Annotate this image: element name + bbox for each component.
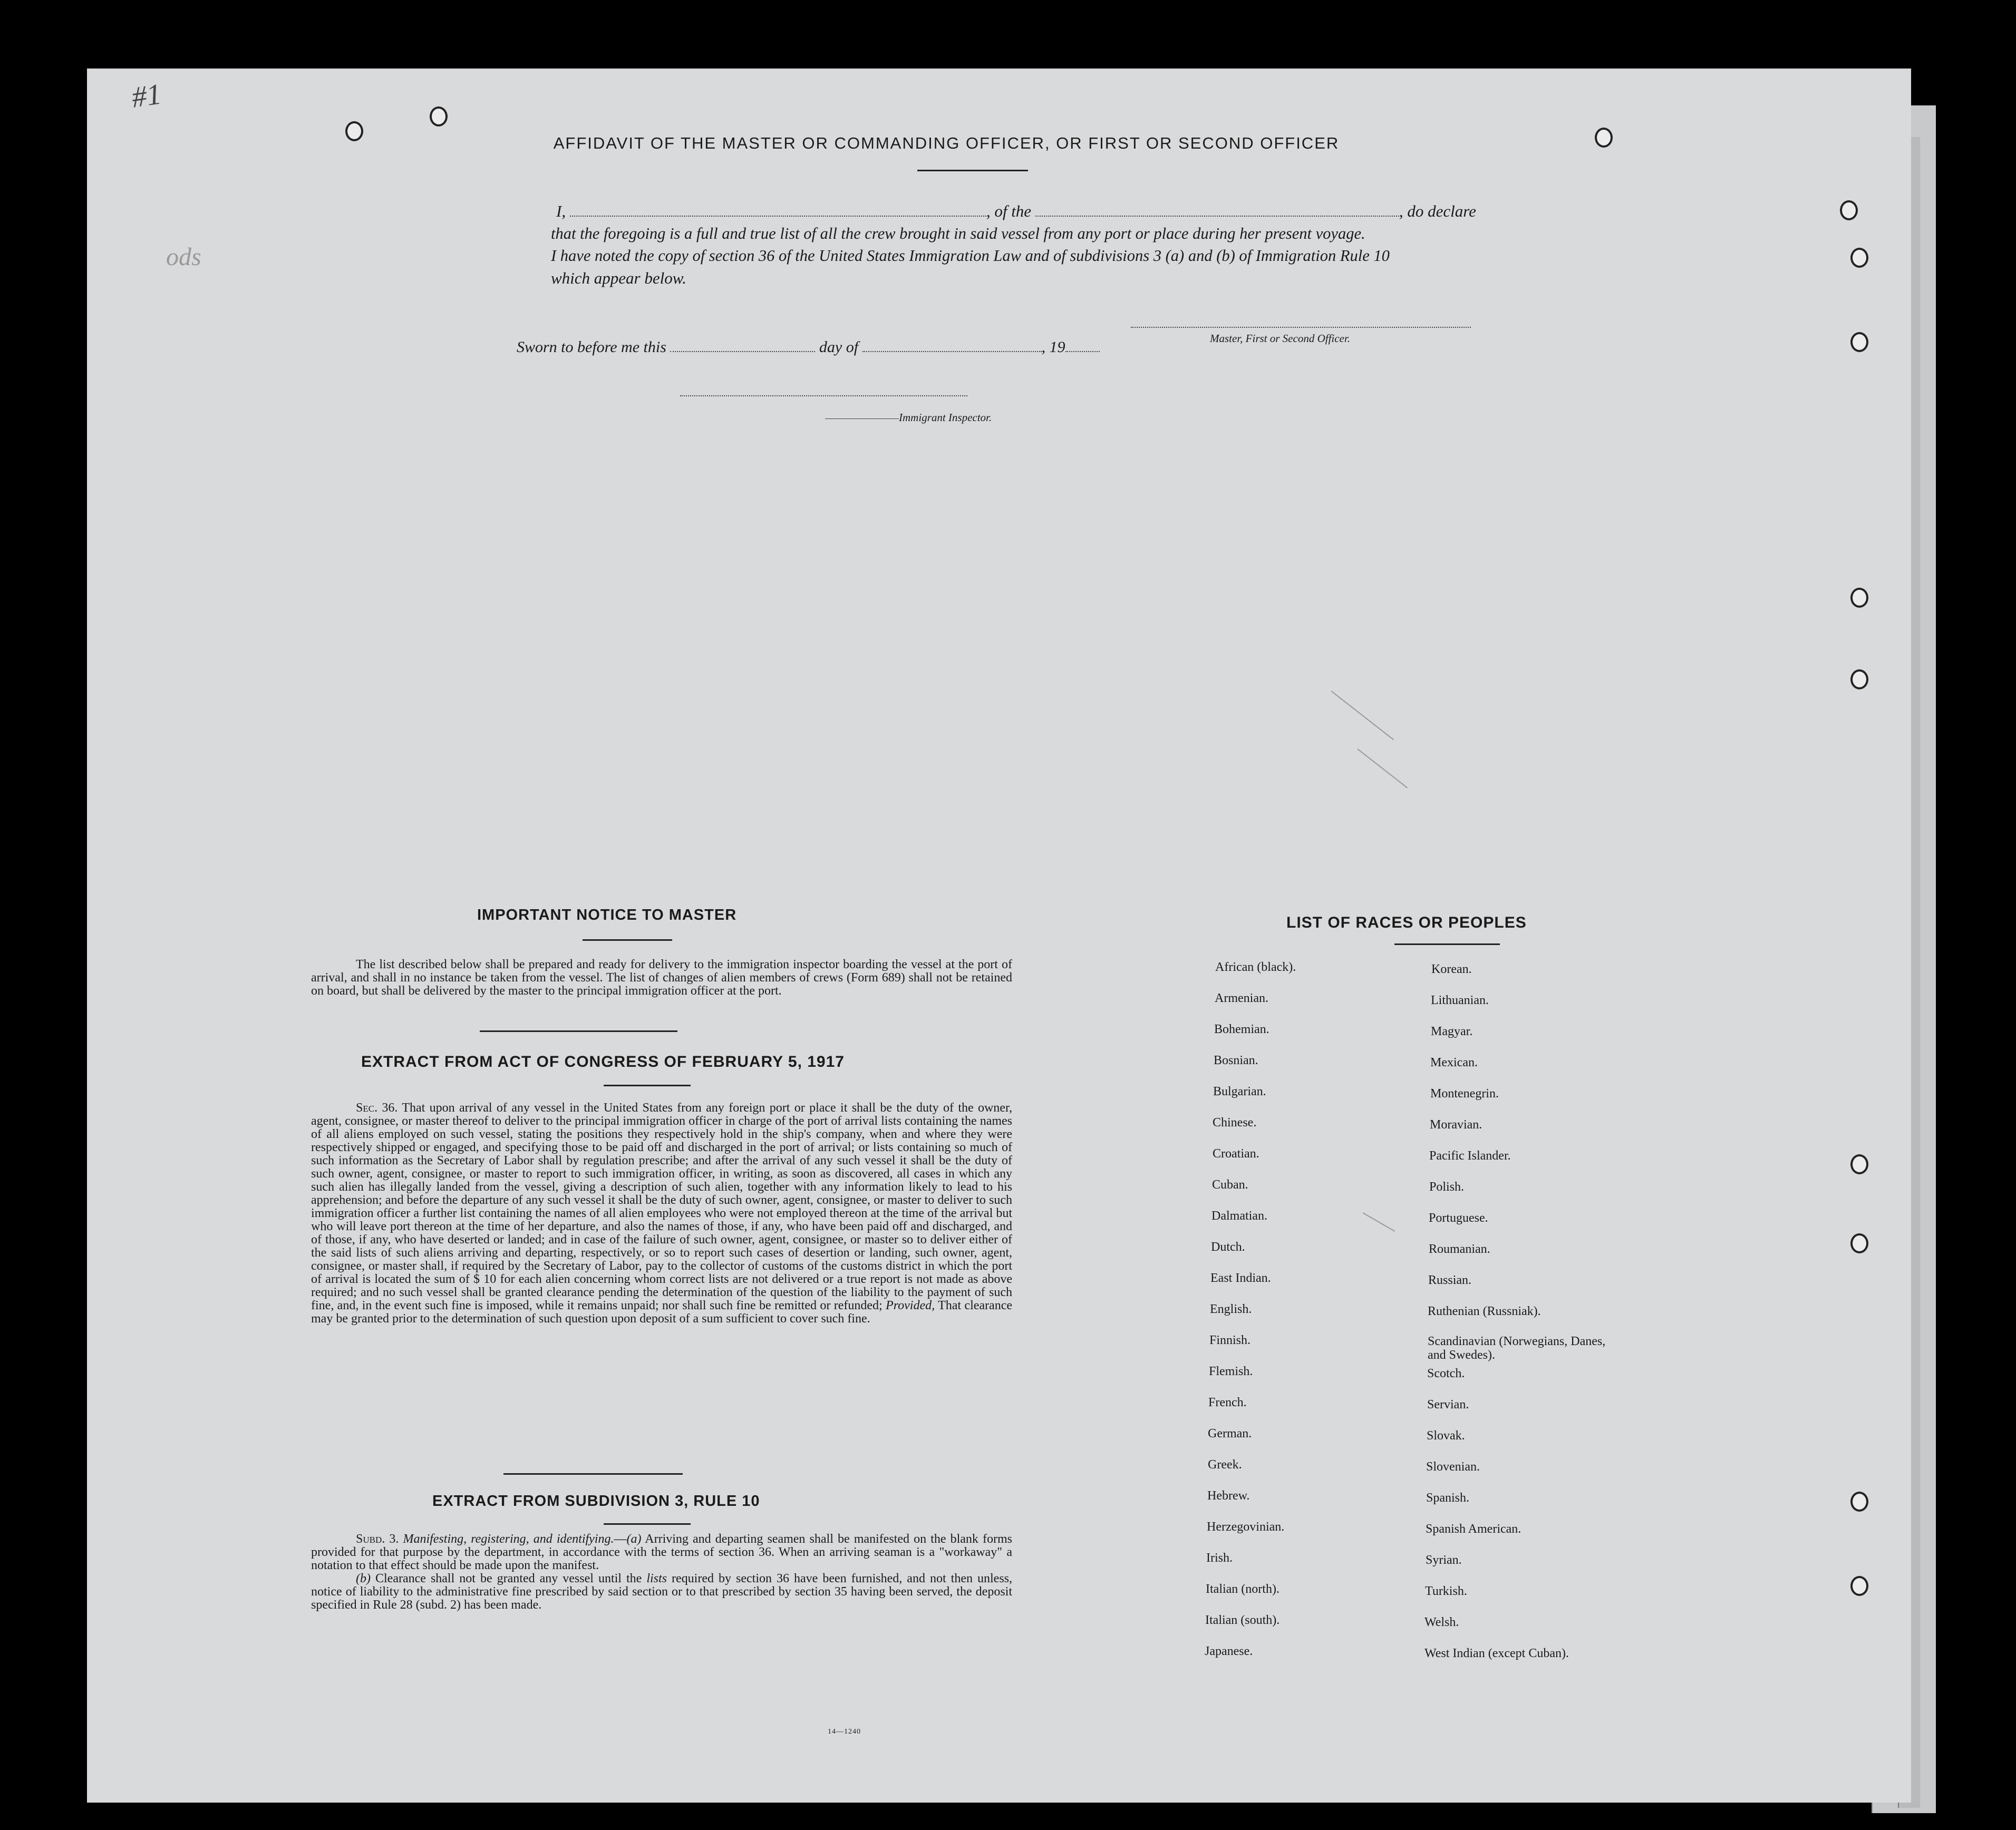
- race-item: German.: [1208, 1427, 1252, 1440]
- race-item: Scotch.: [1427, 1367, 1465, 1380]
- race-item: Herzegovinian.: [1207, 1520, 1285, 1534]
- binder-hole: [1850, 1233, 1868, 1253]
- vessel-name-field[interactable]: [1035, 216, 1399, 217]
- act-section-36-text: [311, 1102, 1012, 1326]
- notice-title-divider: [583, 939, 672, 941]
- race-item: French.: [1208, 1396, 1247, 1409]
- race-item: Greek.: [1208, 1458, 1242, 1472]
- races-title: LIST OF RACES OR PEOPLES: [1286, 914, 1527, 931]
- race-item: Magyar.: [1431, 1025, 1473, 1038]
- sworn-month-field[interactable]: [862, 351, 1042, 352]
- scan-streak: [1331, 690, 1393, 740]
- sworn-day-field[interactable]: [670, 351, 815, 352]
- race-item: Scandinavian (Norwegians, Danes, and Swedes).: [1428, 1335, 1606, 1362]
- race-item: Croatian.: [1213, 1147, 1259, 1161]
- binder-hole: [1595, 128, 1613, 148]
- title-divider: [917, 170, 1028, 171]
- race-item: Lithuanian.: [1431, 994, 1489, 1007]
- race-item: Italian (south).: [1205, 1613, 1280, 1627]
- race-item: Finnish.: [1209, 1333, 1251, 1347]
- scan-streak: [1357, 748, 1408, 788]
- subdivision-label: Subd. 3.: [356, 1532, 399, 1546]
- section-divider: [480, 1030, 677, 1032]
- race-item: West Indian (except Cuban).: [1424, 1647, 1569, 1660]
- race-item: Roumanian.: [1429, 1242, 1490, 1256]
- provided-label: Provided,: [886, 1299, 935, 1312]
- race-item: Servian.: [1427, 1398, 1469, 1412]
- race-item: Bulgarian.: [1213, 1085, 1266, 1098]
- binder-hole: [1850, 588, 1868, 608]
- race-item: Bosnian.: [1214, 1054, 1258, 1067]
- clause-b-label: (b): [356, 1572, 371, 1585]
- race-item: Ruthenian (Russniak).: [1428, 1305, 1541, 1318]
- race-item: Russian.: [1428, 1273, 1472, 1287]
- race-item: Bohemian.: [1214, 1023, 1269, 1036]
- declaration-line-3: I have noted the copy of section 36 of the United States Immigration Law and of subdivisions 3 (a) and (b) of Immigration Rule 10: [551, 247, 1390, 265]
- race-item: Italian (north).: [1206, 1582, 1280, 1596]
- declare-label: , do declare: [1399, 202, 1476, 220]
- race-item: Portuguese.: [1429, 1211, 1488, 1225]
- race-item: English.: [1210, 1302, 1252, 1316]
- section-36-proviso: That clearance may be granted prior to the determination of such question upon deposit of a sum sufficient to cover such fine.: [311, 1299, 1012, 1326]
- affidavit-title: AFFIDAVIT OF THE MASTER OR COMMANDING OFFICER, OR FIRST OR SECOND OFFICER: [553, 134, 1340, 152]
- races-title-divider: [1394, 943, 1500, 945]
- sworn-label: Sworn to before me this: [517, 338, 666, 356]
- race-item: Japanese.: [1205, 1644, 1253, 1658]
- act-title-divider: [604, 1085, 691, 1086]
- race-item: Chinese.: [1213, 1116, 1257, 1130]
- day-of-label: day of: [819, 338, 859, 356]
- race-item: Irish.: [1206, 1551, 1233, 1565]
- notice-paragraph: The list described below shall be prepared and ready for delivery to the immigration inspector boarding the vessel at the port of arrival, and shall in no instance be taken from the vessel. The list of changes of alien members of crews (Form 689) shall not be retained on board, but shall be delivered by the master to the principal immigration officer at the port.: [311, 958, 1012, 998]
- inspector-label-text: Immigrant Inspector.: [899, 411, 992, 424]
- subdivision-heading: Manifesting, registering, and identifying.: [403, 1532, 614, 1546]
- officer-signature-label: Master, First or Second Officer.: [1210, 332, 1350, 345]
- clause-a-text: Arriving and departing seamen shall be manifested on the blank forms provided for that purpose by the department, in accordance with the terms of section 36. When an arriving seaman is a "workaway" a notation to that effect should be made upon the manifest.: [311, 1532, 1013, 1572]
- rule-extract-title: EXTRACT FROM SUBDIVISION 3, RULE 10: [432, 1493, 760, 1510]
- sworn-line: [517, 338, 1100, 356]
- binder-hole: [345, 121, 363, 141]
- race-item: Montenegrin.: [1430, 1087, 1499, 1101]
- section-label: Sec. 36.: [356, 1101, 398, 1115]
- sworn-year-field[interactable]: [1065, 351, 1100, 352]
- handwritten-corner-mark: #1: [129, 77, 164, 114]
- binder-hole: [1850, 248, 1868, 268]
- race-item: Armenian.: [1215, 991, 1268, 1005]
- race-item: Dalmatian.: [1211, 1209, 1267, 1223]
- race-item: Pacific Islander.: [1429, 1149, 1511, 1163]
- race-item: Slovak.: [1427, 1429, 1465, 1443]
- race-item: Spanish.: [1426, 1491, 1470, 1505]
- scan-streak: [1363, 1212, 1395, 1232]
- race-item: Turkish.: [1425, 1584, 1467, 1598]
- binder-hole: [1850, 1154, 1868, 1174]
- clause-a-label: (a): [626, 1532, 642, 1546]
- declaration-line-1: [556, 202, 1476, 221]
- binder-hole: [1850, 1576, 1868, 1596]
- race-item: Spanish American.: [1426, 1522, 1521, 1536]
- race-item: Hebrew.: [1207, 1489, 1250, 1503]
- race-item: Dutch.: [1211, 1240, 1245, 1254]
- race-item: Mexican.: [1430, 1056, 1478, 1069]
- binder-hole: [1840, 200, 1858, 220]
- races-left-column: [1205, 959, 1296, 1675]
- inspector-signature-field[interactable]: [680, 395, 967, 396]
- section-36-body: That upon arrival of any vessel in the United States from any foreign port or place it shall be the duty of the owner, agent, consignee, or master thereof to deliver to the principal immigration officer in charge of the port of arrival lists containing the names of all aliens employed on such vessel, stating the positions they respectively hold in the ship's company, when and where they were respectively shipped or engaged, and specifying those to be paid off and discharged in the port of arrival; or lists containing so much of such information as the Secretary of Labor shall by regulation prescribe; and after the arrival of any such vessel it shall be the duty of such owner, agent, consignee, or master to report to such immigration officer, in writing, as soon as discovered, all cases in which any such alien has illegally landed from the vessel, giving a description of such alien, together with any information likely to lead to his apprehension; and before the departure of any such vessel it shall be the duty of such owner, agent, consignee, or master to deliver to such immigration officer a further list containing the names of all alien employees who were not employed thereon at the time of the arrival but who will leave port thereon at the time of her departure, and also the names of those, if any, who have been paid off and discharged, and of those, if any, who have deserted or landed; and in case of the failure of such owner, agent, consignee, or master so to deliver either of the said lists of such aliens arriving and departing, respectively, or so to report such cases of desertion or landing, such owner, agent, consignee, or master shall, if required by the Secretary of Labor, pay to the collector of customs of the customs district in which the port of arrival is located the sum of $ 10 for each alien concerning whom correct lists are not delivered or a true report is not made as above required; and no such vessel shall be granted clearance pending the determination of the question of the liability to the payment of such fine, and, in the event such fine is imposed, while it remains unpaid; nor shall such fine be remitted or refunded;: [311, 1101, 1012, 1312]
- officer-signature-field[interactable]: [1131, 327, 1471, 328]
- races-right-column: [1424, 961, 1607, 1677]
- binder-hole: [1850, 332, 1868, 352]
- handwritten-side-mark: ods: [166, 243, 201, 271]
- race-item: Flemish.: [1209, 1365, 1253, 1378]
- declaration-line-2: that the foregoing is a full and true list of all the crew brought in said vessel from any port or place during her present voyage.: [551, 225, 1365, 242]
- notice-title: IMPORTANT NOTICE TO MASTER: [477, 907, 737, 923]
- race-item: Welsh.: [1424, 1615, 1459, 1629]
- clause-b-text: required by section 36 have been furnished, and not then unless, notice of liability to the administrative fine prescribed by said section or to that prescribed by section 35 having been served, the deposit specified in Rule 28 (subd. 2) has been made.: [311, 1572, 1012, 1612]
- binder-hole: [1850, 669, 1868, 689]
- binder-hole: [430, 106, 448, 126]
- year-label: , 19: [1041, 338, 1065, 356]
- race-item: East Indian.: [1210, 1271, 1271, 1285]
- form-number: 14—1240: [828, 1728, 861, 1736]
- declarant-name-field[interactable]: [570, 216, 986, 217]
- rule-title-divider: [604, 1523, 691, 1525]
- race-item: Korean.: [1431, 962, 1472, 976]
- binder-hole: [1850, 1492, 1868, 1512]
- inspector-signature-label: [825, 411, 992, 424]
- race-item: Syrian.: [1426, 1553, 1462, 1567]
- rule-10-text: Subd. 3. Manifesting, registering, and identifying.—(a) Arriving and departing seamen shall be manifested on the blank forms provided for that purpose by the department, in accordance with the terms of section 36. When an arriving seaman is a "workaway" a notation to that effect should be made upon the manifest. (b) Clearance shall not be granted any vessel until the lists required by section 36 have been furnished, and not then unless, notice of liability to the administrative fine prescribed by said section or to that prescribed by section 35 having been served, the deposit specified in Rule 28 (subd. 2) has been made.: [311, 1532, 1013, 1612]
- vessel-label: , of the: [986, 202, 1032, 220]
- race-item: African (black).: [1215, 960, 1296, 974]
- declaration-line-4: which appear below.: [551, 269, 686, 287]
- race-item: Moravian.: [1430, 1118, 1482, 1132]
- section-divider: [503, 1473, 683, 1475]
- race-item: Cuban.: [1212, 1178, 1248, 1192]
- race-item: Polish.: [1429, 1180, 1465, 1194]
- declarant-label: I,: [556, 202, 566, 220]
- act-extract-title: EXTRACT FROM ACT OF CONGRESS OF FEBRUARY 5, 1917: [361, 1053, 845, 1070]
- notice-text: [311, 958, 1012, 998]
- race-item: Slovenian.: [1426, 1460, 1480, 1474]
- form-page: [87, 69, 1911, 1803]
